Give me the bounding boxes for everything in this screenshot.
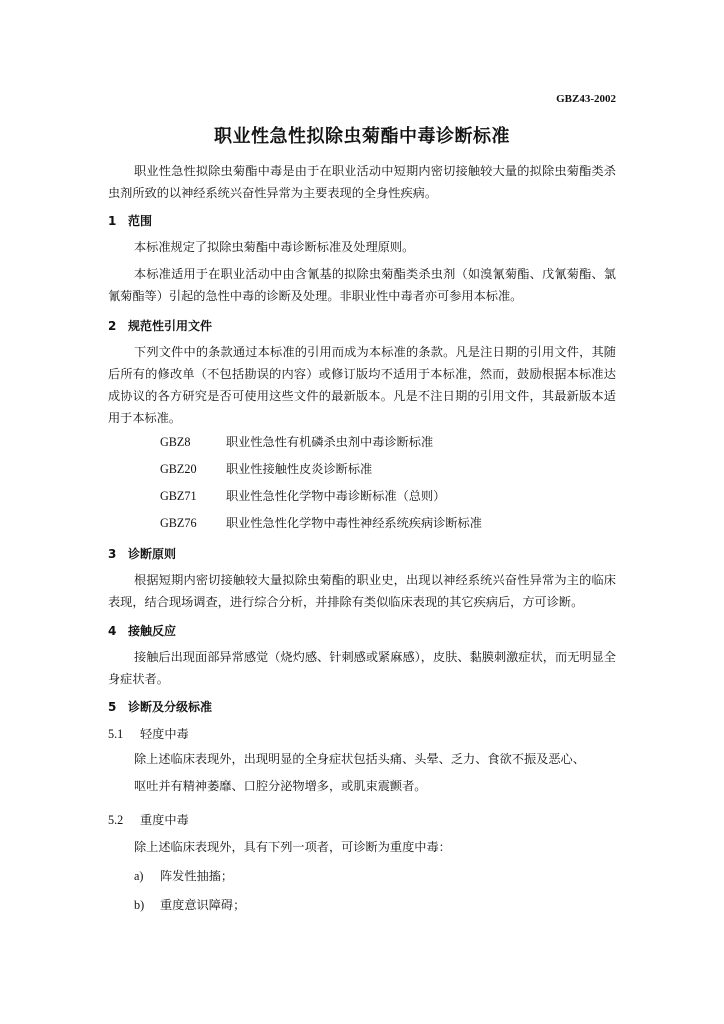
list-item-text: 阵发性抽搐； [160, 869, 234, 883]
reference-item [160, 460, 372, 477]
section-number: 1 [108, 214, 117, 228]
section-title: 诊断及分级标准 [128, 700, 213, 714]
section-3-paragraph-1: 根据短期内密切接触较大量拟除虫菊酯的职业史，出现以神经系统兴奋性异常为主的临床表现，结合现场调查，进行综合分析，并排除有类似临床表现的其它疾病后，方可诊断。 [108, 573, 616, 609]
subsection-5-1-line-1: 除上述临床表现外，出现明显的全身症状包括头痛、头晕、乏力、食欲不振及恶心、 [134, 752, 585, 766]
list-item [134, 896, 245, 913]
section-number: 2 [108, 319, 117, 333]
list-item-label: a) [134, 869, 144, 883]
section-4-paragraph-1: 接触后出现面部异常感觉（烧灼感、针刺感或紧麻感），皮肤、黏膜刺激症状，而无明显全身症状者。 [108, 650, 616, 686]
subsection-5-2-heading [108, 811, 189, 828]
section-2-paragraph-1: 下列文件中的条款通过本标准的引用而成为本标准的条款。凡是注日期的引用文件，其随后所有的修改单（不包括勘误的内容）或修订版均不适用于本标准，然而，鼓励根据本标准达成协议的各方研究是否可使用这些文件的最新版本。凡是不注日期的引用文件，其最新版本适用于本标准。 [108, 345, 616, 425]
reference-item [160, 514, 482, 531]
subsection-5-1-line-2: 呕吐并有精神萎靡、口腔分泌物增多，或肌束震颤者。 [134, 779, 427, 793]
reference-name: 职业性接触性皮炎诊断标准 [226, 462, 373, 476]
section-4-heading [108, 622, 176, 639]
subsection-title: 轻度中毒 [140, 727, 189, 741]
subsection-number: 5.2 [108, 813, 124, 827]
list-item-label: b) [134, 898, 145, 912]
section-number: 4 [108, 624, 117, 638]
reference-code: GBZ71 [160, 489, 197, 503]
reference-code: GBZ20 [160, 462, 197, 476]
section-1-heading [108, 212, 152, 229]
subsection-5-1-heading [108, 725, 189, 742]
section-1-paragraph-2: 本标准适用于在职业活动中由含氰基的拟除虫菊酯类杀虫剂（如溴氰菊酯、戊氰菊酯、氯氰菊酯等）引起的急性中毒的诊断及处理。非职业性中毒者亦可参用本标准。 [108, 267, 616, 303]
reference-name: 职业性急性化学物中毒性神经系统疾病诊断标准 [226, 516, 482, 530]
reference-code: GBZ76 [160, 516, 197, 530]
section-title: 范围 [128, 214, 153, 228]
section-1-paragraph-1: 本标准规定了拟除虫菊酯中毒诊断标准及处理原则。 [134, 240, 415, 254]
reference-item [160, 433, 433, 450]
section-2-heading [108, 317, 212, 334]
page-title: 职业性急性拟除虫菊酯中毒诊断标准 [214, 126, 510, 147]
section-title: 接触反应 [128, 624, 177, 638]
reference-code: GBZ8 [160, 435, 191, 449]
subsection-title: 重度中毒 [140, 813, 189, 827]
list-item [134, 867, 233, 884]
section-3-heading [108, 545, 176, 562]
section-number: 5 [108, 700, 117, 714]
section-5-heading [108, 698, 212, 715]
reference-name: 职业性急性化学物中毒诊断标准（总则） [226, 489, 446, 503]
reference-name: 职业性急性有机磷杀虫剂中毒诊断标准 [226, 435, 434, 449]
section-title: 规范性引用文件 [128, 319, 213, 333]
reference-item [160, 487, 445, 504]
subsection-5-2-line-1: 除上述临床表现外，具有下列一项者，可诊断为重度中毒： [134, 840, 451, 854]
list-item-text: 重度意识障碍； [160, 898, 246, 912]
subsection-number: 5.1 [108, 727, 124, 741]
section-title: 诊断原则 [128, 547, 177, 561]
standard-code: GBZ43-2002 [556, 93, 616, 105]
section-number: 3 [108, 547, 117, 561]
intro-paragraph: 职业性急性拟除虫菊酯中毒是由于在职业活动中短期内密切接触较大量的拟除虫菊酯类杀虫剂所致的以神经系统兴奋性异常为主要表现的全身性疾病。 [108, 164, 616, 200]
